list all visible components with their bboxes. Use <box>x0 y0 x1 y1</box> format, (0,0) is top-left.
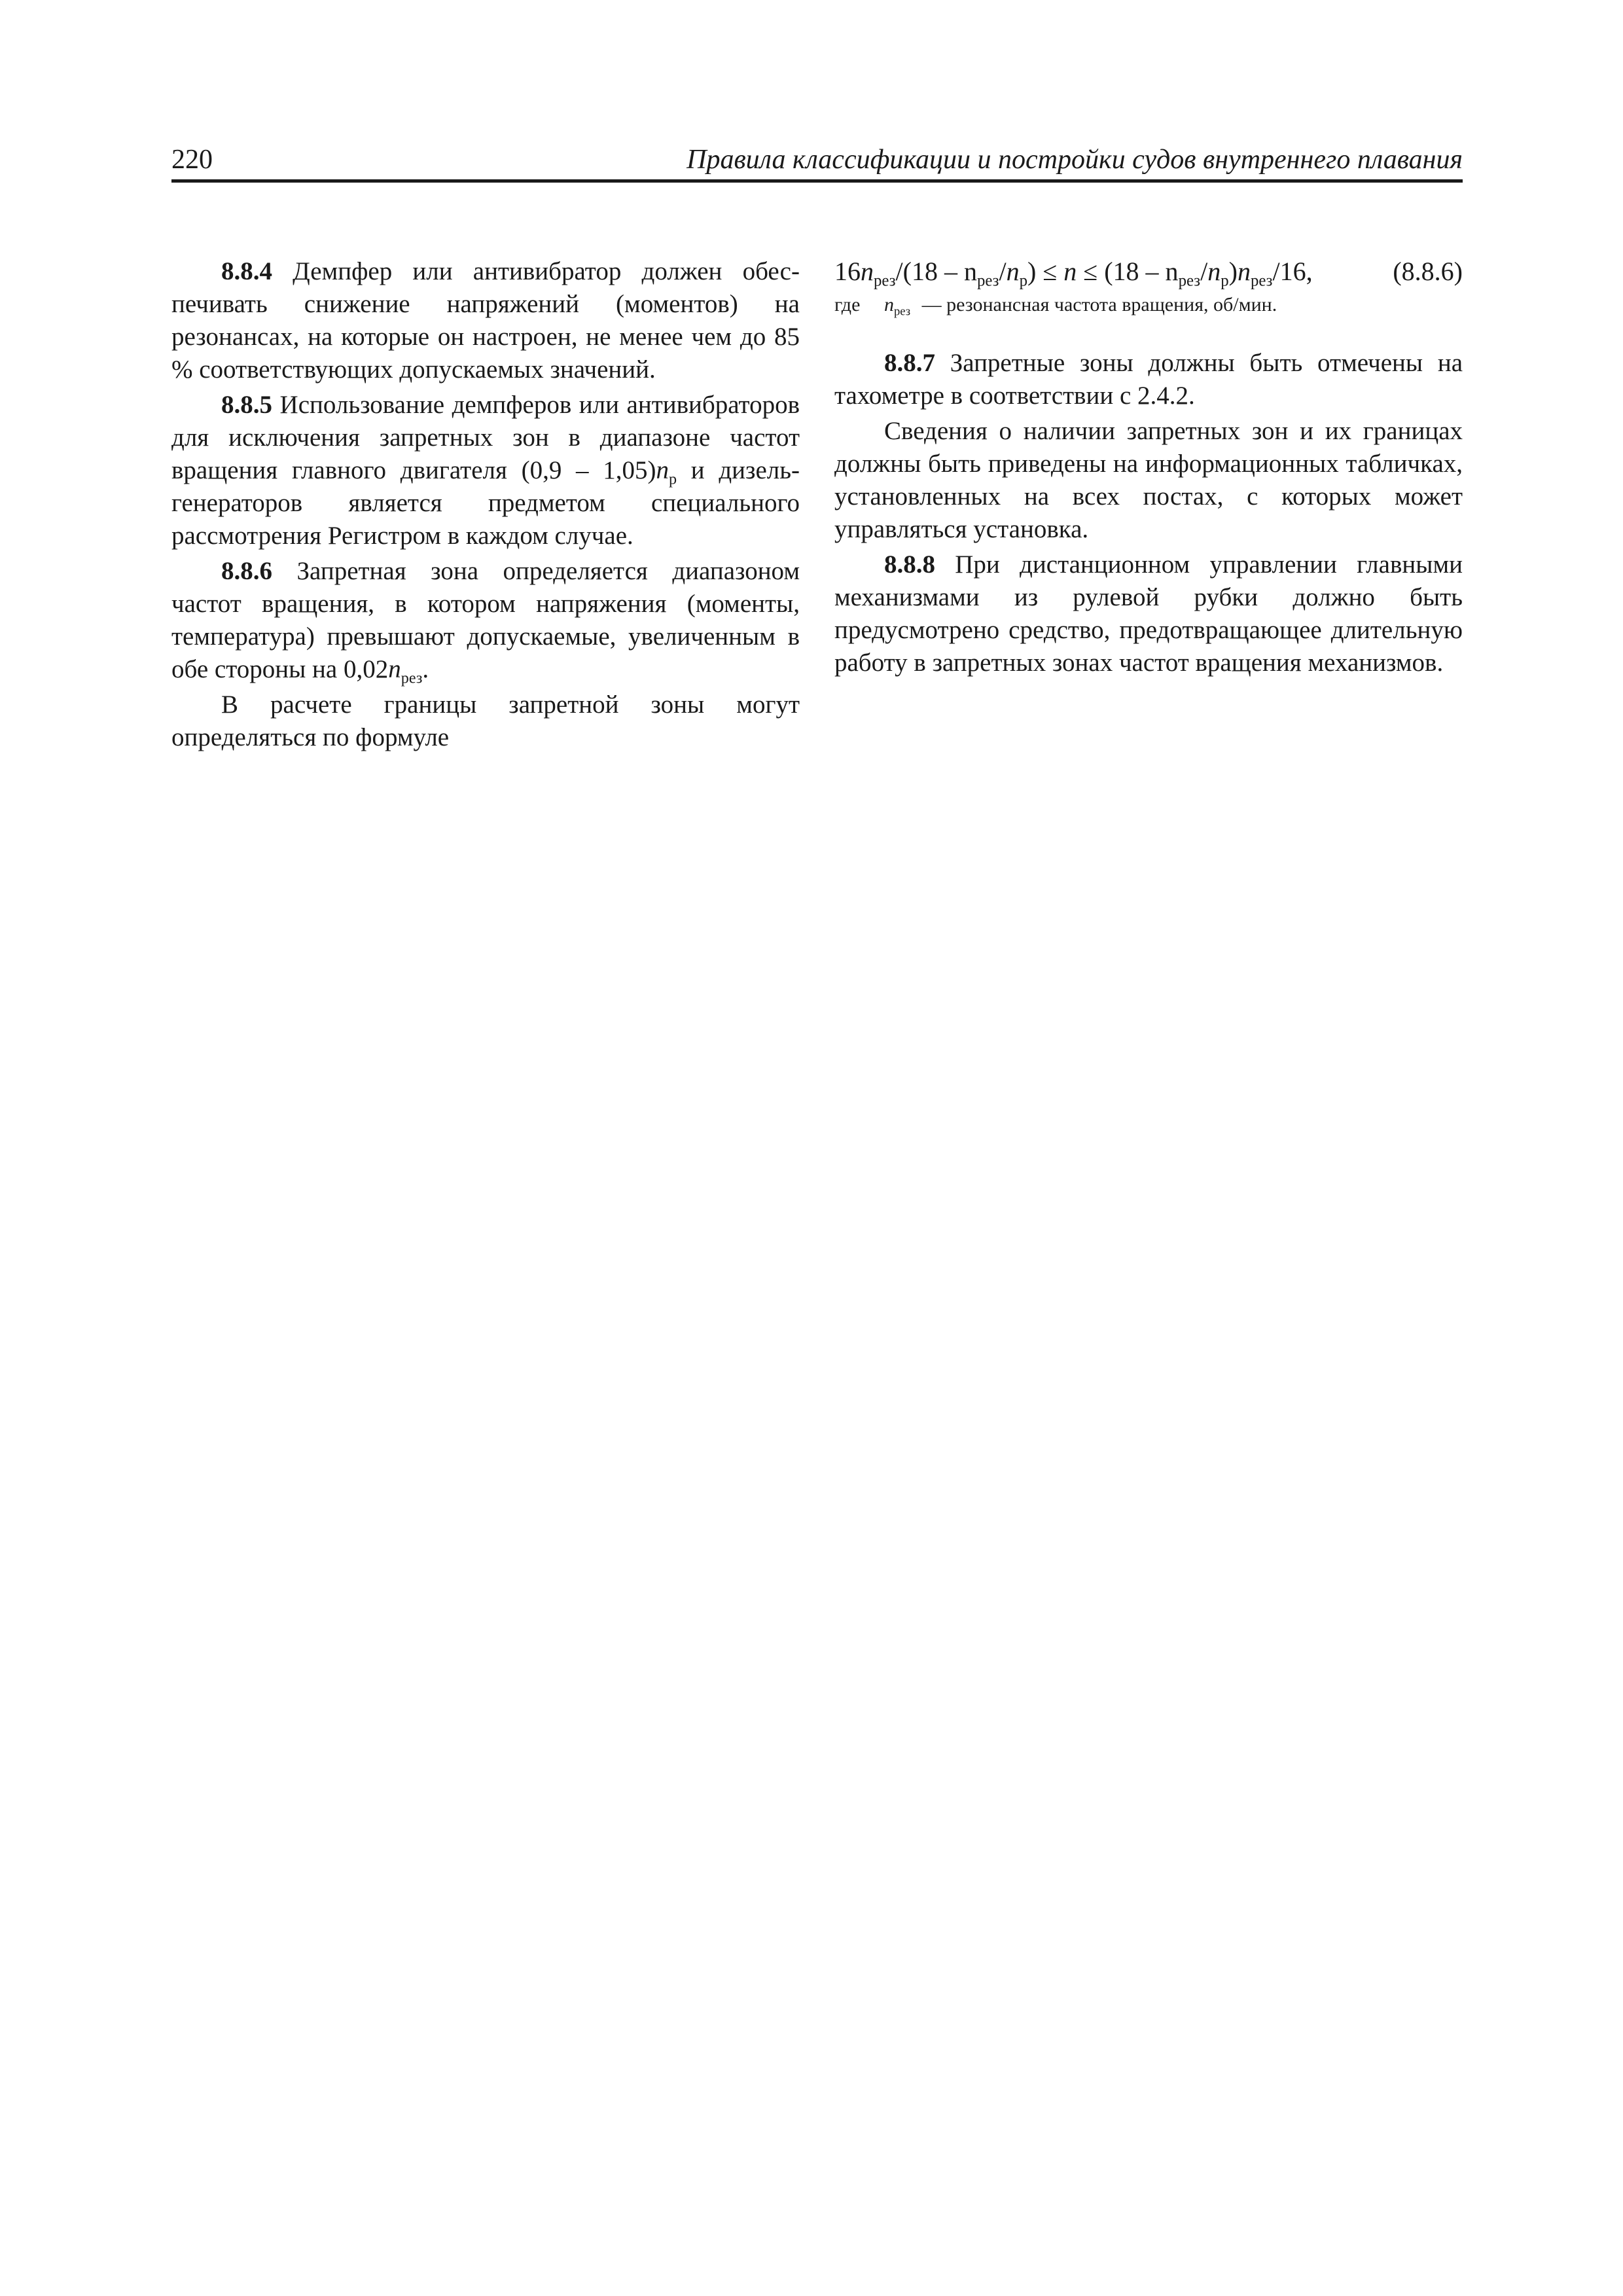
paragraph-zone-info <box>834 415 1463 546</box>
variable-n: n <box>656 456 669 484</box>
variable-n: n <box>388 655 401 683</box>
paragraph-8-8-8 <box>834 548 1463 679</box>
paragraph-text: При дистанционном управлении главными механизмами из рулевой рубки должно быть предусмотрено средство, предотвращающее длительную работу в запретных зонах частот вращения механизмов. <box>834 550 1463 677</box>
page-header <box>171 143 1463 183</box>
note-where: где <box>834 294 861 315</box>
subscript: р <box>668 470 677 488</box>
running-title: Правила классификации и постройки судов внутреннего плавания <box>687 145 1463 175</box>
page-number: 220 <box>171 145 213 175</box>
formula-part: /(18 – n <box>895 257 977 286</box>
formula-part: ) ≤ <box>1027 257 1064 286</box>
paragraph-text: Сведения о наличии запретных зон и их границах должны быть приведены на информационных табличках, установленных на всех постах, с которых может управляться установка. <box>834 417 1463 543</box>
subscript: р <box>1019 272 1027 290</box>
variable-n: n <box>884 294 894 315</box>
formula-note <box>834 292 1463 318</box>
subscript: рез <box>401 669 423 687</box>
paragraph-8-8-7 <box>834 347 1463 412</box>
subscript: рез <box>894 304 911 319</box>
subscript: рез <box>874 272 896 290</box>
formula-part: /16, <box>1272 257 1313 286</box>
note-symbol <box>884 292 910 318</box>
subscript: рез <box>1178 272 1201 290</box>
paragraph-text: и дизель-генераторов является предметом специального рассмотрения Регистром в каждом случае. <box>171 456 800 550</box>
paragraph-text: В расчете границы запретной зоны могут определяться по формуле <box>171 691 800 751</box>
variable-n: n <box>1207 257 1221 286</box>
formula-part: / <box>1200 257 1208 286</box>
formula-part: ≤ (18 – n <box>1077 257 1179 286</box>
left-column <box>171 255 800 754</box>
variable-n: n <box>1063 257 1077 286</box>
section-number: 8.8.5 <box>221 391 272 419</box>
formula-label: (8.8.6) <box>1393 257 1463 286</box>
formula-part: ) <box>1228 257 1238 286</box>
section-number: 8.8.8 <box>884 550 935 579</box>
variable-n: n <box>861 257 874 286</box>
paragraph-8-8-5 <box>171 389 800 552</box>
variable-n: n <box>1006 257 1020 286</box>
paragraph-text: . <box>422 655 429 683</box>
paragraph-text: Демпфер или антивибратор должен обеспечивать снижение напряжений (моментов) на резонансах, на которые он настроен, не менее чем до 85 % соответствующих допускаемых значений. <box>171 257 800 384</box>
formula-expression <box>834 255 1313 288</box>
note-text: — резонансная частота вращения, об/мин. <box>917 294 1277 315</box>
variable-n: n <box>1237 257 1251 286</box>
subscript: рез <box>1250 272 1273 290</box>
paragraph-8-8-6 <box>171 555 800 686</box>
paragraph-text: Использование демпферов или антивибраторов для исключения запретных зон в диапазоне частот вращения главного двигателя (0,9 – 1,05) <box>171 391 800 484</box>
section-number: 8.8.6 <box>221 557 272 585</box>
formula-part: / <box>999 257 1007 286</box>
formula-8-8-6 <box>834 255 1463 288</box>
paragraph-formula-intro <box>171 689 800 754</box>
section-number: 8.8.7 <box>884 349 935 377</box>
subscript: рез <box>976 272 999 290</box>
right-column <box>834 255 1463 679</box>
paragraph-text: Запретная зона определяется диапазоном частот вращения, в котором напряжения (моменты, температура) превышают допускаемые, увеличенным в обе стороны на 0,02 <box>171 557 800 683</box>
paragraph-8-8-4 <box>171 255 800 386</box>
formula-part: 16 <box>834 257 861 286</box>
subscript: р <box>1221 272 1229 290</box>
section-number: 8.8.4 <box>221 257 272 285</box>
paragraph-text: Запретные зоны должны быть отмечены на тахометре в соответствии с 2.4.2. <box>834 349 1463 410</box>
